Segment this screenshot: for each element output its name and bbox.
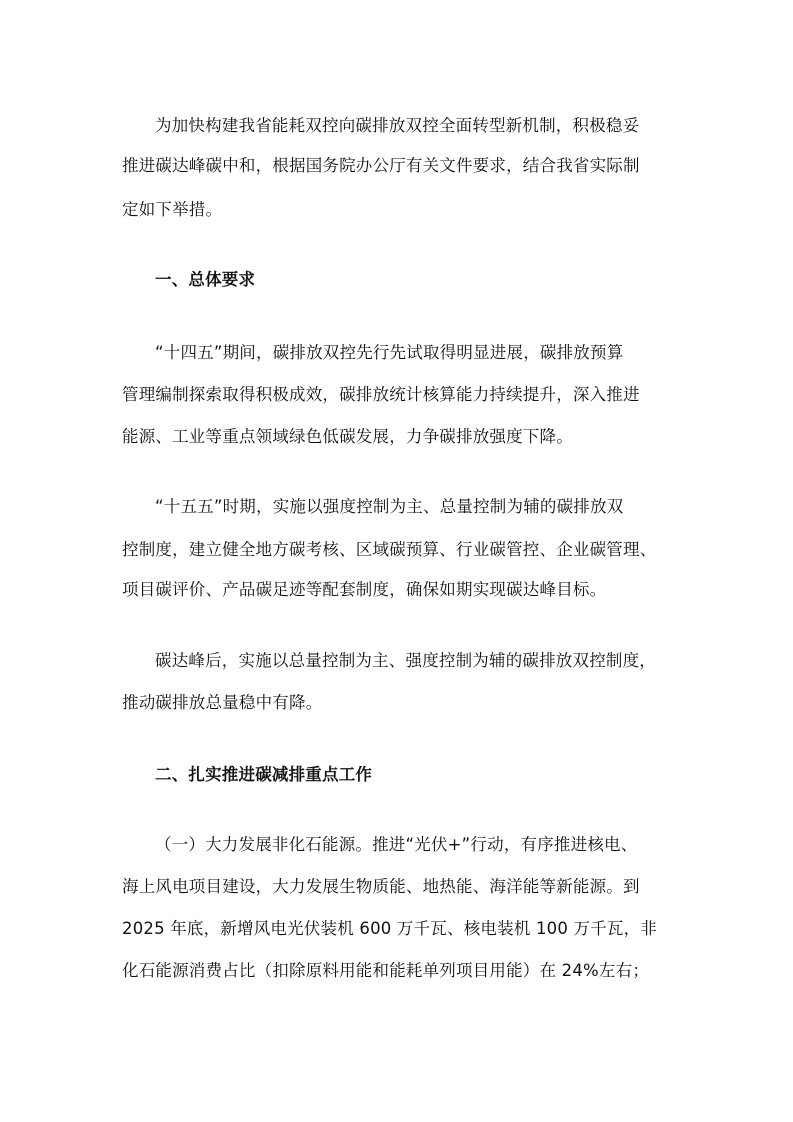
paragraph-line: 控制度，建立健全地方碳考核、区域碳预算、行业碳管控、企业碳管理、: [122, 540, 657, 559]
paragraph-line: 海上风电项目建设，大力发展生物质能、地热能、海洋能等新能源。到: [122, 877, 640, 896]
paragraph-line: 化石能源消费占比（扣除原料用能和能耗单列项目用能）在 24%左右；: [122, 961, 650, 980]
paragraph-line: 能源、工业等重点领域绿色低碳发展，力争碳排放强度下降。: [122, 427, 573, 446]
paragraph-line: 为加快构建我省能耗双控向碳排放双控全面转型新机制，积极稳妥: [155, 116, 640, 135]
paragraph-line: 管理编制探索取得积极成效，碳排放统计核算能力持续提升，深入推进: [122, 385, 640, 404]
paragraph-line: 碳达峰后，实施以总量控制为主、强度控制为辅的碳排放双控制度，: [155, 651, 656, 670]
paragraph-line: 项目碳评价、产品碳足迹等配套制度，确保如期实现碳达峰目标。: [122, 580, 607, 599]
paragraph-line: 推进碳达峰碳中和，根据国务院办公厅有关文件要求，结合我省实际制: [122, 156, 640, 175]
section-heading: 二、扎实推进碳减排重点工作: [155, 765, 373, 784]
paragraph-line: 推动碳排放总量稳中有降。: [122, 693, 323, 712]
paragraph-line: 定如下举措。: [122, 200, 223, 219]
paragraph-line: “十五五”时期，实施以强度控制为主、总量控制为辅的碳排放双: [155, 497, 624, 516]
section-heading: 一、总体要求: [155, 270, 256, 289]
paragraph-line: （一）大力发展非化石能源。推进“光伏+”行动，有序推进核电、: [155, 835, 638, 854]
paragraph-line: “十四五”期间，碳排放双控先行先试取得明显进展，碳排放预算: [155, 343, 624, 362]
paragraph-line: 2025 年底，新增风电光伏装机 600 万千瓦、核电装机 100 万千瓦，非: [122, 919, 658, 938]
